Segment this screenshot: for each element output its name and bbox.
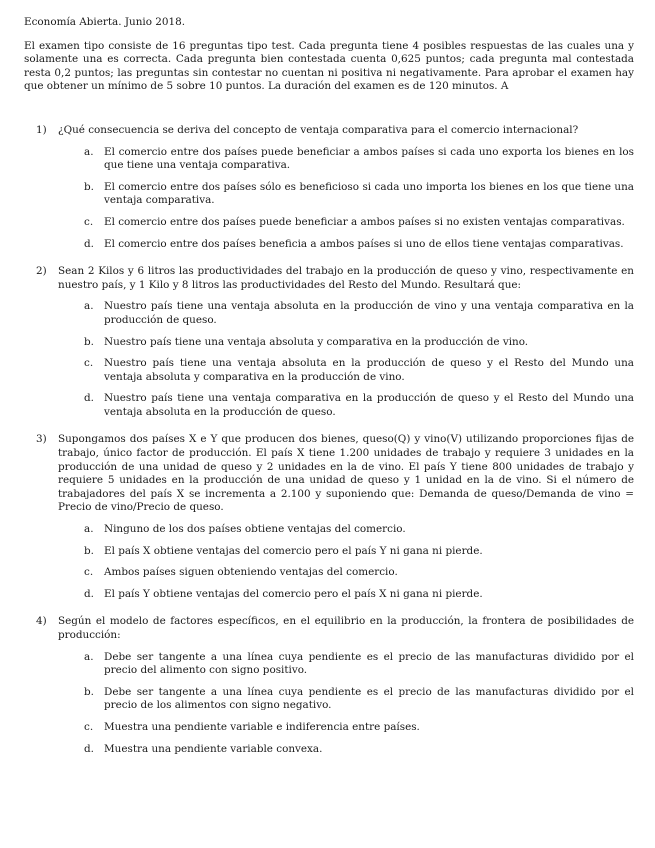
question-number: 2) [36,265,47,278]
option-letter: d. [84,742,94,755]
option-letter: c. [84,720,94,733]
question-3 [24,433,634,601]
option-text: El país Y obtiene ventajas del comercio pero el país X ni gana ni pierde. [104,587,483,600]
option-letter: b. [84,180,94,193]
answer-option [24,651,634,678]
option-text: Debe ser tangente a una línea cuya pendiente es el precio de las manufacturas dividido por el precio de los alimentos con signo negativo. [104,685,634,712]
answer-options [24,300,634,419]
exam-page [24,16,634,770]
question-number: 1) [36,123,47,136]
option-letter: a. [84,145,94,158]
answer-option [24,238,634,252]
answer-option [24,743,634,757]
option-text: Ambos países siguen obteniendo ventajas del comercio. [104,566,398,579]
answer-option [24,588,634,602]
answer-option [24,686,634,713]
exam-instructions: El examen tipo consiste de 16 preguntas tipo test. Cada pregunta tiene 4 posibles respuestas de las cuales una y solamente una es correcta. Cada pregunta bien contestada cuenta 0,625 puntos; cada pregunta mal contestada resta 0,2 puntos; las preguntas sin contestar no cuentan ni positiva ni negativamente. Para aprobar el examen hay que obtener un mínimo de 5 sobre 10 puntos. La duración del examen es de 120 minutos. A [24,39,634,93]
answer-option [24,523,634,537]
option-text: El comercio entre dos países sólo es beneficioso si cada uno importa los bienes en los que tiene una ventaja comparativa. [104,180,634,207]
option-text: Nuestro país tiene una ventaja absoluta en la producción de queso y el Resto del Mundo una ventaja absoluta y comparativa en la producción de vino. [104,357,634,383]
answer-option [24,146,634,173]
question-list [24,124,634,756]
option-text: Debe ser tangente a una línea cuya pendiente es el precio de las manufacturas dividido por el precio del alimento con signo positivo. [104,650,634,677]
question-stem [24,124,634,138]
question-text: Supongamos dos países X e Y que producen dos bienes, queso(Q) y vino(V) utilizando proporciones fijas de trabajo, único factor de producción. El país X tiene 1.200 unidades de trabajo y requiere 3 unidades en la producción de una unidad de queso y 2 unidades en la de vino. El país Y tiene 800 unidades de trabajo y requiere 5 unidades en la producción de una unidad de queso y 1 unidad en la de vino. Si el número de trabajadores del país X se incrementa a 2.100 y suponiendo que: Demanda de queso/Demanda de vino = Precio de vino/Precio de queso. [58,433,634,514]
question-number: 4) [36,615,47,628]
option-letter: d. [84,392,94,405]
option-text: Muestra una pendiente variable e indiferencia entre países. [104,720,420,733]
answer-option [24,357,634,384]
option-text: Nuestro país tiene una ventaja comparativa en la producción de queso y el Resto del Mundo una ventaja absoluta en la producción de queso. [104,392,634,418]
answer-option [24,392,634,419]
option-text: El país X obtiene ventajas del comercio pero el país Y ni gana ni pierde. [104,544,483,557]
answer-option [24,336,634,350]
answer-option [24,566,634,580]
option-text: El comercio entre dos países beneficia a ambos países si uno de ellos tiene ventajas comparativas. [104,237,624,250]
option-text: El comercio entre dos países puede beneficiar a ambos países si no existen ventajas comparativas. [104,215,625,228]
option-letter: c. [84,566,94,579]
answer-options [24,523,634,601]
answer-option [24,181,634,208]
question-text: Sean 2 Kilos y 6 litros las productividades del trabajo en la producción de queso y vino, respectivamente en nuestro país, y 1 Kilo y 8 litros las productividades del Resto del Mundo. Resultará que: [58,265,634,291]
option-text: Ninguno de los dos países obtiene ventajas del comercio. [104,523,406,536]
question-4 [24,615,634,756]
answer-option [24,216,634,230]
option-letter: a. [84,523,94,536]
option-letter: b. [84,335,94,348]
answer-options [24,651,634,757]
question-text: ¿Qué consecuencia se deriva del concepto de ventaja comparativa para el comercio internacional? [58,123,579,136]
option-text: Muestra una pendiente variable convexa. [104,742,323,755]
answer-option [24,545,634,559]
question-1 [24,124,634,251]
question-stem [24,615,634,642]
answer-options [24,146,634,252]
option-letter: c. [84,357,94,370]
document-heading: Economía Abierta. Junio 2018. [24,16,186,28]
question-text: Según el modelo de factores específicos, en el equilibrio en la producción, la frontera de posibilidades de producción: [58,615,634,641]
answer-option [24,721,634,735]
option-letter: b. [84,544,94,557]
option-letter: a. [84,300,94,313]
question-stem [24,265,634,292]
option-letter: a. [84,650,94,663]
question-number: 3) [36,433,47,446]
option-text: Nuestro país tiene una ventaja absoluta y comparativa en la producción de vino. [104,335,529,348]
option-text: Nuestro país tiene una ventaja absoluta en la producción de vino y una ventaja comparativa en la producción de queso. [104,300,634,326]
question-stem [24,433,634,515]
question-2 [24,265,634,419]
option-letter: c. [84,215,94,228]
option-text: El comercio entre dos países puede beneficiar a ambos países si cada uno exporta los bienes en los que tiene una ventaja comparativa. [104,145,634,172]
option-letter: b. [84,685,94,698]
option-letter: d. [84,237,94,250]
answer-option [24,300,634,327]
option-letter: d. [84,587,94,600]
